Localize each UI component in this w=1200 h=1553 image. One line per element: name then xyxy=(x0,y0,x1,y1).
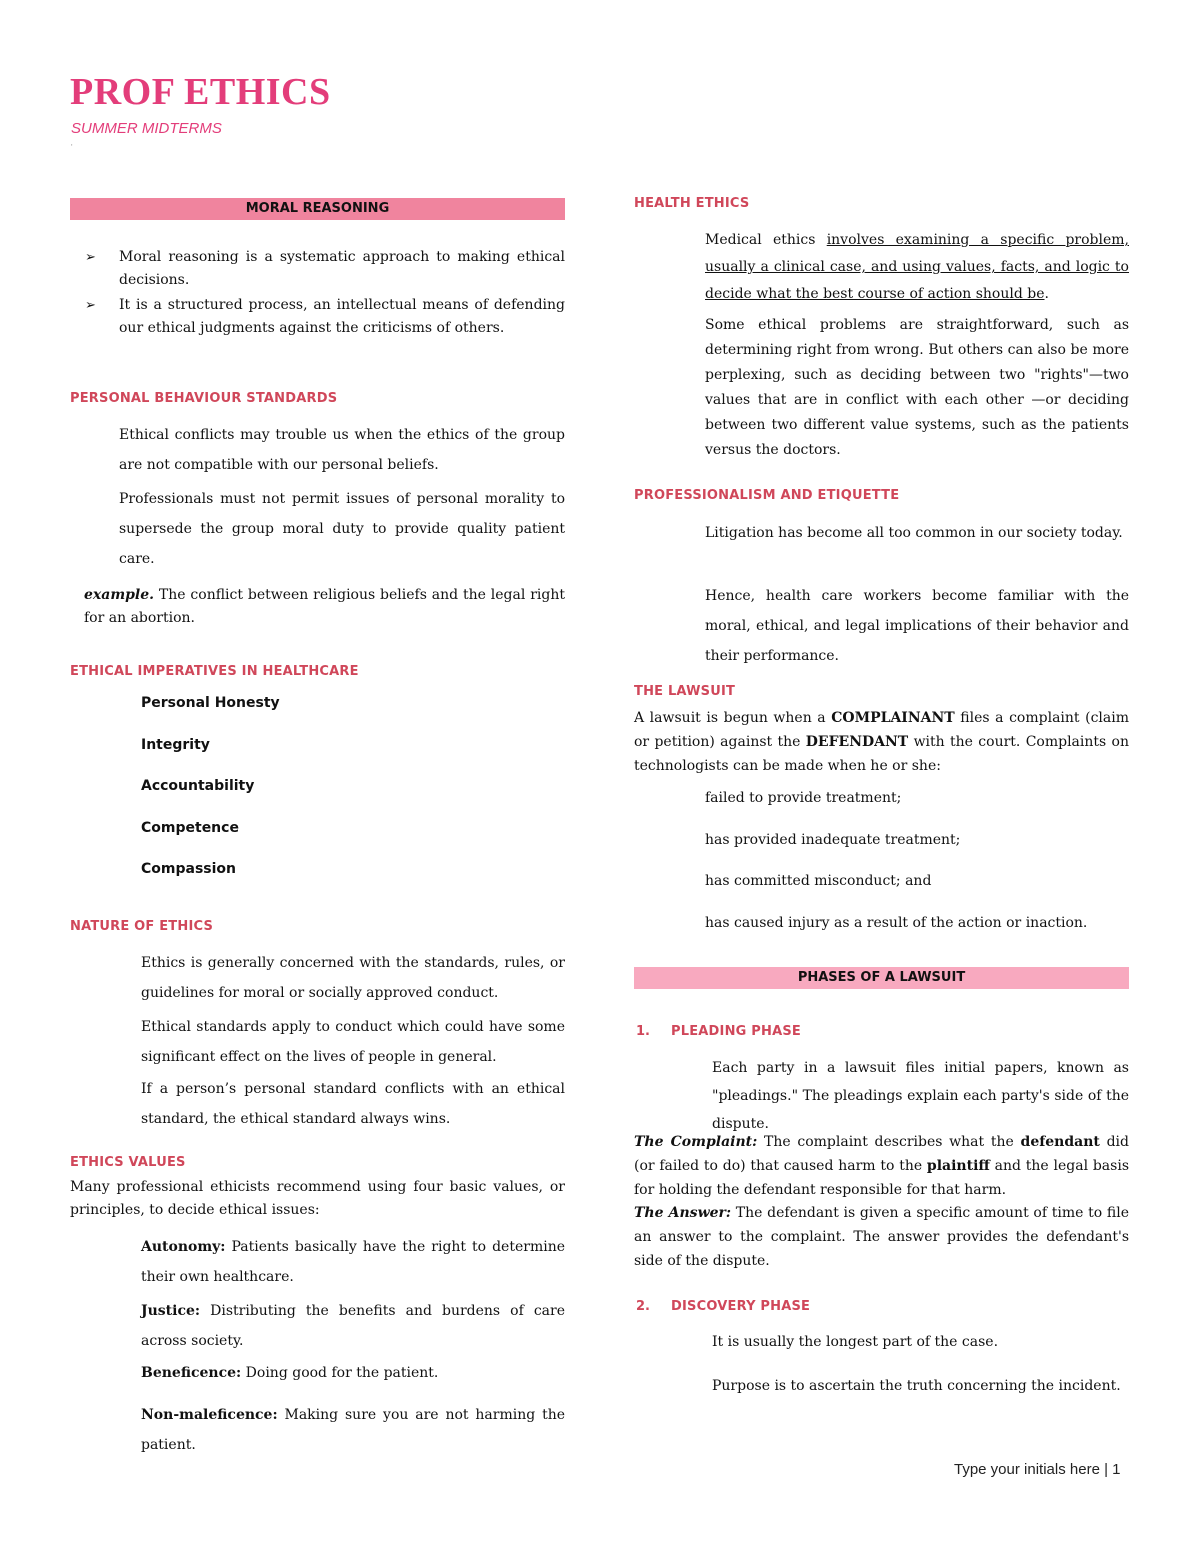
stray-mark: ' xyxy=(71,143,73,152)
paragraph: Professionals must not permit issues of personal morality to supersede the group moral duty to provide quality patient care. xyxy=(119,491,565,567)
paragraph: Many professional ethicists recommend using four basic values, or principles, to decide ethical issues: xyxy=(70,1179,565,1218)
value-item: Non-maleficence: Making sure you are not harming the patient. xyxy=(141,1407,565,1453)
imperative-item: Accountability xyxy=(141,778,255,794)
page-footer: Type your initials here | 1 xyxy=(954,1461,1121,1478)
bullet-item: ➢ It is a structured process, an intellectual means of defending our ethical judgments against the criticisms of others. xyxy=(119,294,565,340)
imperative-item: Compassion xyxy=(141,861,236,877)
bullet-item: ➢ Moral reasoning is a systematic approach to making ethical decisions. xyxy=(119,246,565,292)
complaint-paragraph: The Complaint: The complaint describes what the defendant did (or failed to do) that caused harm to the plaintiff and the legal basis for holding the defendant responsible for that harm. xyxy=(634,1134,1129,1198)
paragraph: Medical ethics involves examining a specific problem, usually a clinical case, and using values, facts, and logic to decide what the best course of action should be. xyxy=(705,232,1129,302)
imperative-item: Competence xyxy=(141,820,239,836)
heading-personal-standards: PERSONAL BEHAVIOUR STANDARDS xyxy=(70,391,338,406)
heading-health-ethics: HEALTH ETHICS xyxy=(634,196,750,211)
section-bar-moral-reasoning: MORAL REASONING xyxy=(70,198,565,220)
lawsuit-reason: has caused injury as a result of the action or inaction. xyxy=(705,915,1088,931)
paragraph: Ethics is generally concerned with the standards, rules, or guidelines for moral or socially approved conduct. xyxy=(141,955,565,1001)
paragraph: Ethical conflicts may trouble us when the ethics of the group are not compatible with our personal beliefs. xyxy=(119,427,565,473)
arrow-bullet-icon: ➢ xyxy=(85,250,96,265)
heading-pleading: PLEADING PHASE xyxy=(671,1024,801,1039)
heading-lawsuit: THE LAWSUIT xyxy=(634,684,736,699)
heading-professionalism: PROFESSIONALISM AND ETIQUETTE xyxy=(634,488,900,503)
paragraph: Each party in a lawsuit files initial papers, known as "pleadings." The pleadings explain each party's side of the dispute. xyxy=(712,1060,1129,1132)
heading-values: ETHICS VALUES xyxy=(70,1155,186,1170)
imperative-item: Integrity xyxy=(141,737,210,753)
answer-paragraph: The Answer: The defendant is given a specific amount of time to file an answer to the complaint. The answer provides the defendant's side of the dispute. xyxy=(634,1205,1129,1269)
paragraph: Some ethical problems are straightforward, such as determining right from wrong. But others can also be more perplexing, such as deciding between two "rights"—two values that are in conflict with each other —or deciding between two different value systems, such as the patients versus the doctors. xyxy=(705,317,1129,458)
paragraph: Hence, health care workers become familiar with the moral, ethical, and legal implications of their behavior and their performance. xyxy=(705,588,1129,664)
document-title: PROF ETHICS xyxy=(70,71,331,113)
heading-nature: NATURE OF ETHICS xyxy=(70,919,214,934)
example-paragraph: example. The conflict between religious beliefs and the legal right for an abortion. xyxy=(84,587,565,626)
lawsuit-reason: failed to provide treatment; xyxy=(705,790,902,806)
paragraph: A lawsuit is begun when a COMPLAINANT files a complaint (claim or petition) against the DEFENDANT with the court. Complaints on technologists can be made when he or she: xyxy=(634,710,1130,774)
phase-number: 1. xyxy=(636,1024,650,1039)
paragraph: Ethical standards apply to conduct which could have some significant effect on the lives of people in general. xyxy=(141,1019,565,1065)
heading-imperatives: ETHICAL IMPERATIVES IN HEALTHCARE xyxy=(70,664,359,679)
phase-number: 2. xyxy=(636,1299,650,1314)
heading-discovery: DISCOVERY PHASE xyxy=(671,1299,811,1314)
arrow-bullet-icon: ➢ xyxy=(85,298,96,313)
paragraph: If a person’s personal standard conflicts with an ethical standard, the ethical standard always wins. xyxy=(141,1081,565,1127)
value-item: Autonomy: Patients basically have the right to determine their own healthcare. xyxy=(141,1239,565,1285)
lawsuit-reason: has provided inadequate treatment; xyxy=(705,832,961,848)
section-bar-phases: PHASES OF A LAWSUIT xyxy=(634,967,1129,989)
lawsuit-reason: has committed misconduct; and xyxy=(705,873,932,889)
value-item: Beneficence: Doing good for the patient. xyxy=(141,1365,439,1381)
paragraph: Purpose is to ascertain the truth concerning the incident. xyxy=(712,1378,1121,1394)
value-item: Justice: Distributing the benefits and burdens of care across society. xyxy=(141,1303,565,1349)
document-subtitle: SUMMER MIDTERMS xyxy=(71,120,222,137)
paragraph: Litigation has become all too common in our society today. xyxy=(705,525,1123,541)
paragraph: It is usually the longest part of the case. xyxy=(712,1334,999,1350)
imperative-item: Personal Honesty xyxy=(141,695,280,711)
